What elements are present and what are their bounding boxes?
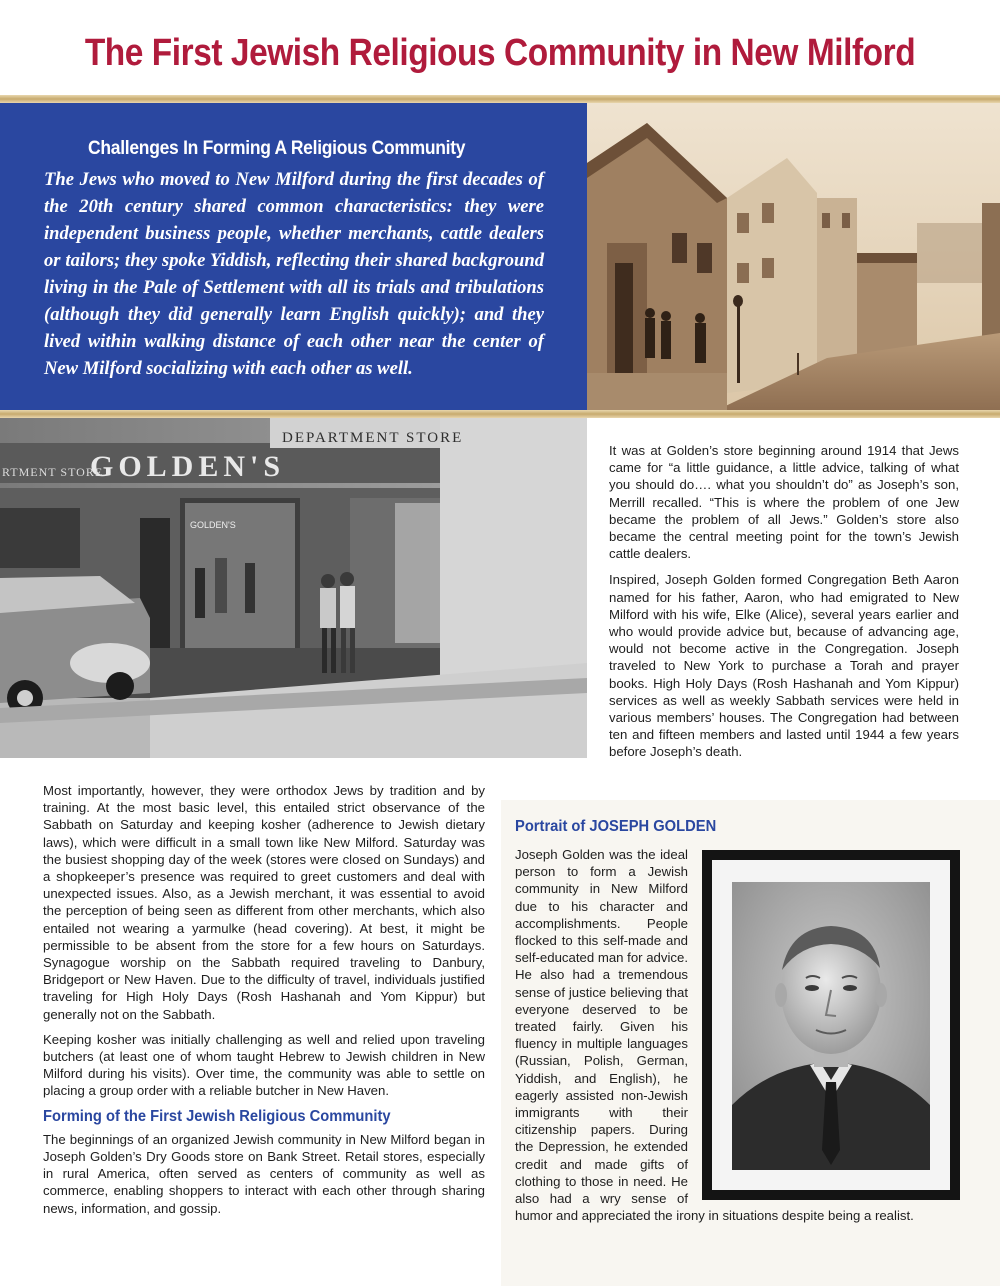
- gold-divider-middle: [0, 410, 1000, 418]
- joseph-golden-portrait: [702, 850, 960, 1200]
- portrait-section: [515, 846, 960, 1224]
- story-right-paragraph-2: Inspired, Joseph Golden formed Congregation Beth Aaron named for his father, Aaron, who had emigrated to New Milford with his wife, Elke (Alice), several years earlier and who would provide advice but, because of advancing age, would not become active in the Congregation. Joseph traveled to New York to purchase a Torah and prayer books. High Holy Days (Rosh Hashanah and Yom Kippur) services as well as weekly Sabbath services were held in various members’ houses. The Congregation had between ten and fifteen members and lasted until 1944 a few years before Joseph’s death.: [609, 572, 959, 760]
- story-left-paragraph-1: Most importantly, however, they were orthodox Jews by tradition and by training. At the most basic level, this entailed strict observance of the Sabbath on Saturday and keeping kosher (adherence to Jewish dietary laws), which were difficult in a small town like New Milford. Saturday was the busiest shopping day of the week (stores were closed on Sundays) and a shopkeeper’s presence was required to greet customers and deal with unexpected issues. Also, as a Jewish merchant, it was essential to avoid the perception of being seen as different from other merchants, which also entailed not wearing a yarmulke (head covering). At best, it might be permissible to be absent from the store for a few hours on Saturdays. Synagogue worship on the Sabbath required traveling to Danbury, Bridgeport or New Haven. Due to the difficulty of travel, individuals justified traveling for High Holy Days (Rosh Hashanah and Yom Kippur) but generally not on the Sabbath.: [43, 783, 485, 1022]
- story-right-paragraph-1: It was at Golden’s store beginning around 1914 that Jews came for “a little guidance, a little advice, talking of what you should do…. what you shouldn’t do” as Joseph’s son, Merrill recalled. “This is where the problem of one Jew became the problem of all Jews.” Golden’s store also became the central meeting point for the town’s Jewish cattle dealers.: [609, 443, 959, 562]
- intro-text: The Jews who moved to New Milford during the first decades of the 20th century shared common characteristics: they were independent business people, whether merchants, cattle dealers or tailors; they spoke Yiddish, reflecting their shared background living in the Pale of Settlement with all its trials and tribulations (although they did generally learn English quickly); and they lived within walking distance of each other near the center of New Milford socializing with each other as well.: [44, 169, 544, 379]
- gold-divider-top: [0, 95, 1000, 103]
- store-side-sign: RTMENT STORE: [2, 465, 104, 479]
- story-right-column: [609, 442, 959, 770]
- store-sign-small: DEPARTMENT STORE: [282, 430, 464, 446]
- page-title: The First Jewish Religious Community in New Milford: [84, 32, 916, 74]
- story-left-paragraph-2: Keeping kosher was initially challenging as well and relied upon traveling butchers (at least one of whom taught Hebrew to Jewish children in New Milford during his visits). Over time, the community was able to settle on placing a group order with a reliable butcher in New Haven.: [43, 1031, 485, 1099]
- portrait-heading: Portrait of JOSEPH GOLDEN: [515, 818, 717, 835]
- street-photo: [587, 103, 1000, 410]
- intro-heading: Challenges In Forming A Religious Community: [88, 138, 466, 159]
- store-sign: GOLDEN'S: [90, 450, 286, 483]
- story-left-paragraph-3: The beginnings of an organized Jewish community in New Milford began in Joseph Golden’s Dry Goods store on Bank Street. Retail stores, especially in rural America, often served as centers of community as well as commerce, enabling shoppers to interact with each other through sharing news, information, and gossip.: [43, 1131, 485, 1216]
- forming-community-heading: Forming of the First Jewish Religious Community: [43, 1107, 391, 1125]
- goldens-store-photo: [0, 418, 587, 758]
- portrait-text: Joseph Golden was the ideal person to form a Jewish community in New Milford due to his character and accomplishments. People flocked to this self-made and self-educated man for advice. He also had a tremendous sense of justice believing that everyone deserved to be treated fairly. Given his fluency in multiple languages (Russian, Polish, German, Yiddish, and English), he eagerly assisted non-Jewish immigrants with their citizenship papers. During the Depression, he extended credit and made gifts of clothing to those in need. He also had a wry sense of humor and appreciated the irony in situations despite being a realist.: [515, 847, 914, 1224]
- story-left-column: [43, 782, 485, 1225]
- store-window-sign: GOLDEN'S: [190, 520, 236, 530]
